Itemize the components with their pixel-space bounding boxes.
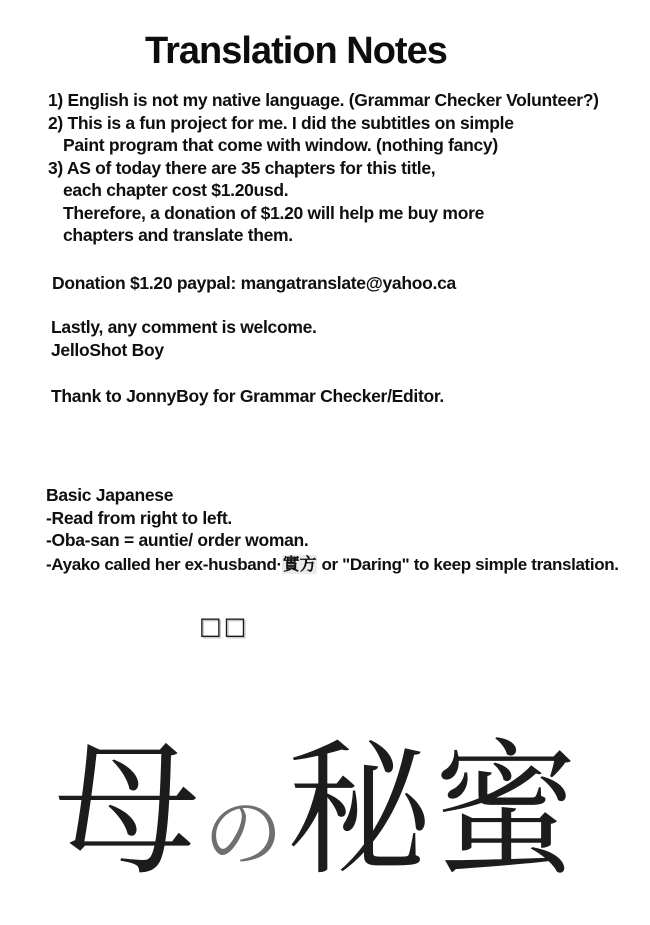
- series-title-japanese: [54, 722, 578, 925]
- editor-thanks-line: Thank to JonnyBoy for Grammar Checker/Editor.: [51, 386, 444, 406]
- note-line-3-continued-a: each chapter cost $1.20usd.: [63, 180, 289, 200]
- note-line-2: 2) This is a fun project for me. I did the subtitles on simple: [48, 112, 514, 133]
- note-line-3-continued-b: Therefore, a donation of $1.20 will help me buy more: [63, 202, 485, 223]
- ayako-kanji-highlight: 實方: [282, 554, 317, 574]
- note-line-3-continued-c: chapters and translate them.: [63, 225, 293, 245]
- translator-signature: JelloShot Boy: [51, 339, 164, 360]
- basic-japanese-block: [46, 484, 619, 576]
- series-title-char-mitsu: 蜜: [432, 731, 579, 893]
- numbered-notes-list: [48, 89, 599, 247]
- basic-japanese-item-obasan: -Oba-san = auntie/ order woman.: [46, 530, 309, 550]
- note-line-3: 3) AS of today there are 35 chapters for this title,: [48, 157, 436, 178]
- series-title-char-haha: 母: [54, 731, 200, 893]
- series-title-char-no: の: [203, 790, 284, 879]
- basic-japanese-item-read-direction: -Read from right to left.: [46, 507, 232, 528]
- page-title: Translation Notes: [145, 30, 447, 72]
- donation-paypal-line: Donation $1.20 paypal: mangatranslate@yahoo.ca: [52, 273, 456, 293]
- basic-japanese-item-ayako: [46, 554, 619, 577]
- closing-block: [51, 316, 317, 361]
- missing-glyph-boxes: □□: [199, 612, 249, 640]
- ayako-suffix-text: or "Daring" to keep simple translation.: [317, 554, 619, 574]
- note-line-2-continued: Paint program that come with window. (nothing fancy): [63, 135, 498, 155]
- basic-japanese-heading: Basic Japanese: [46, 485, 174, 505]
- ayako-prefix-text: -Ayako called her ex-husband·: [46, 554, 282, 574]
- closing-comment: Lastly, any comment is welcome.: [51, 317, 317, 337]
- series-title-char-hi: 秘: [286, 731, 433, 893]
- note-line-1: 1) English is not my native language. (Grammar Checker Volunteer?): [48, 90, 599, 110]
